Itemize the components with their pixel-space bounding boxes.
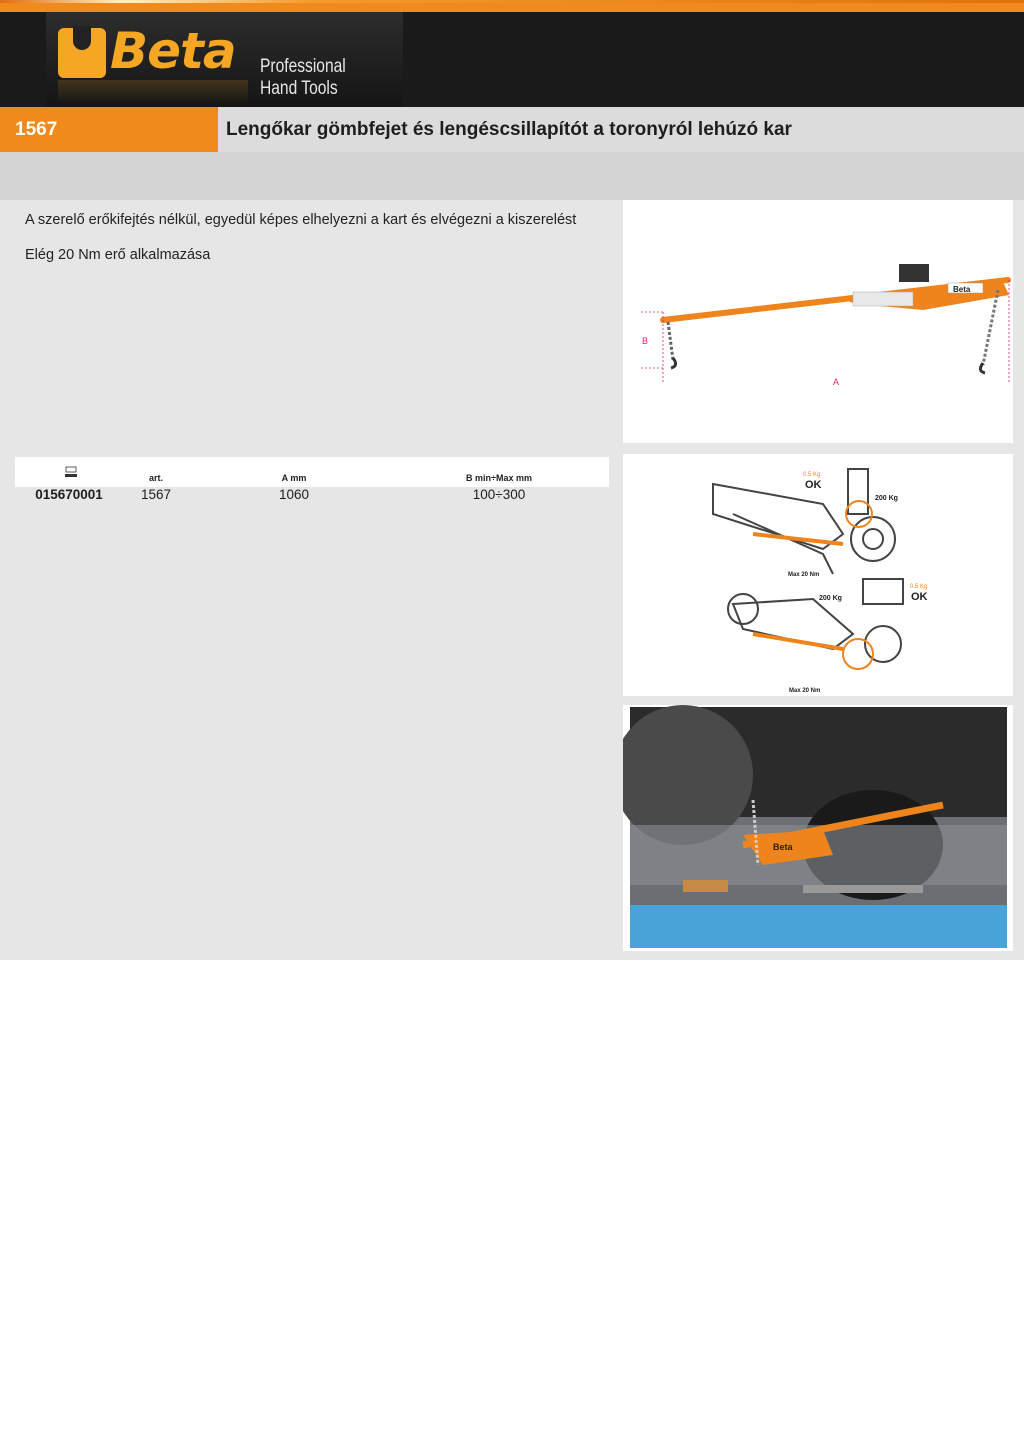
brand-name: Beta: [110, 22, 236, 80]
title-bar: [0, 107, 1024, 152]
max-torque-label-2: Max 20 Nm: [789, 688, 821, 694]
beta-logo-icon: [58, 28, 106, 78]
col-a-mm: A mm: [281, 473, 307, 483]
dimension-b-label: B: [642, 336, 649, 346]
svg-text:Beta: Beta: [953, 285, 971, 294]
brand-logo: [46, 12, 403, 107]
product-description: [25, 212, 585, 282]
product-title: Lengőkar gömbfejet és lengéscsillapítót a toronyról lehúzó kar: [226, 119, 792, 140]
usage-drawing: [623, 454, 1013, 696]
cell-a: 1060: [278, 487, 310, 502]
ok-label-2: OK: [911, 591, 928, 603]
tool-drawing: [623, 200, 1013, 443]
usage-diagram: [623, 454, 1013, 696]
ok-label-1: OK: [805, 479, 822, 491]
product-code: 1567: [0, 107, 218, 152]
workshop-photo: [623, 705, 1013, 951]
table-row: [15, 485, 609, 503]
spec-table-header: [15, 457, 609, 487]
description-line-2: Elég 20 Nm erő alkalmazása: [25, 247, 211, 263]
top-accent-bar: [0, 0, 1024, 12]
cell-b: 100÷300: [472, 487, 526, 502]
cell-code: 015670001: [35, 487, 103, 502]
max-torque-label-1: Max 20 Nm: [788, 572, 820, 578]
logo-reflection: [58, 80, 248, 104]
col-b-mm: B min÷Max mm: [466, 473, 532, 483]
photo-brand-label: Beta: [773, 842, 793, 852]
weight-label-2: 200 Kg: [819, 595, 842, 602]
small-weight-label-1: 0.5 Kg: [803, 472, 821, 478]
brand-tagline: Professional Hand Tools: [260, 56, 346, 99]
weight-label-1: 200 Kg: [875, 495, 898, 502]
description-line-1: A szerelő erőkifejtés nélkül, egyedül képes elhelyezni a kart és elvégezni a kiszerelést: [25, 212, 577, 228]
in-use-photo: [623, 705, 1013, 951]
dimension-a-label: A: [833, 377, 840, 387]
small-weight-label-2: 0.5 Kg: [910, 584, 928, 590]
barcode-icon: [65, 466, 77, 478]
page-header: [0, 12, 1024, 107]
product-image: [623, 200, 1013, 443]
cell-art: 1567: [140, 487, 172, 502]
content-area: [0, 152, 1024, 960]
col-art: art.: [148, 473, 164, 483]
grey-band: [0, 152, 1024, 200]
